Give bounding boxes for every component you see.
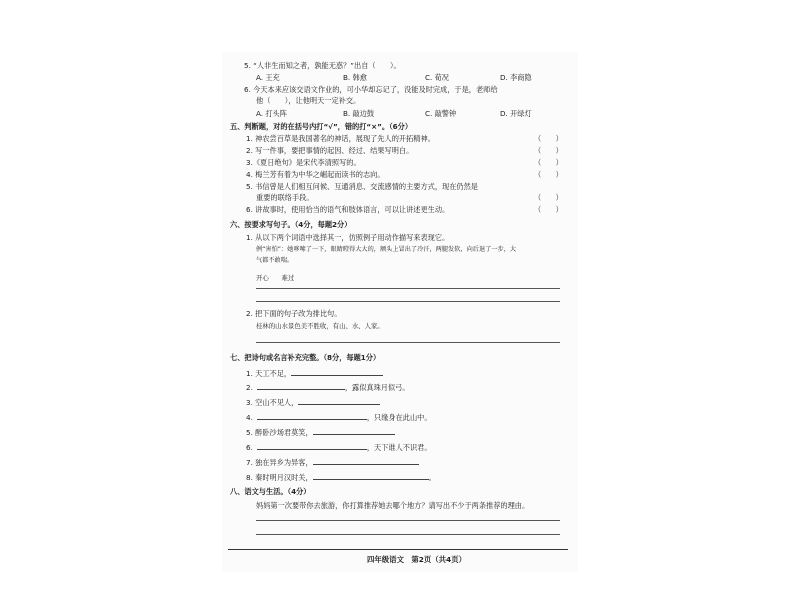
poem-item-1 xyxy=(246,368,383,378)
q6-option-c: C. 敲警钟 xyxy=(425,109,457,118)
section-6-title: 六、按要求写句子。（4分，每题2分） xyxy=(230,220,352,229)
section-6-q2-sentence: 桂林的山水景色美不胜收，有山、水、人家。 xyxy=(256,322,384,330)
section-6-q1-example-cont: 气都不敢喘。 xyxy=(256,257,294,264)
q5-option-a: A. 王充 xyxy=(256,73,280,82)
answer-line[interactable] xyxy=(256,301,560,302)
answer-line[interactable] xyxy=(256,342,560,343)
judge-answer-paren-4[interactable]: （ ） xyxy=(534,170,563,179)
poem-item-4: 4. ，只缘身在此山中。 xyxy=(246,413,432,422)
poem-item-7-text: 7. 独在异乡为异客， xyxy=(246,458,313,467)
poem-blank-3[interactable] xyxy=(298,397,380,405)
judge-item-5: 5. 书信曾是人们相互问候、互通消息、交流感情的主要方式，现在仍然是 xyxy=(246,182,478,191)
answer-line[interactable] xyxy=(256,534,560,535)
judge-answer-paren-3[interactable]: （ ） xyxy=(534,158,563,167)
q5-option-c: C. 荀况 xyxy=(425,73,449,82)
poem-item-8-text: 8. 秦时明月汉时关， xyxy=(246,473,313,482)
section-8-prompt: 妈妈第一次要带你去旅游，你打算推荐她去哪个地方？请写出不少于两条推荐的理由。 xyxy=(256,501,530,510)
judge-answer-paren-6[interactable]: （ ） xyxy=(534,205,563,214)
judge-answer-paren-5[interactable]: （ ） xyxy=(534,193,563,202)
poem-item-4-text: 4. xyxy=(246,413,253,422)
poem-blank-1[interactable] xyxy=(291,368,383,376)
judge-item-6: 6. 讲故事时，使用恰当的语气和肢体语言，可以让讲述更生动。 xyxy=(246,205,450,214)
exam-page xyxy=(222,52,578,572)
judge-answer-paren-2[interactable]: （ ） xyxy=(534,146,563,155)
section-8-title: 八、语文与生活。（4分） xyxy=(230,487,311,496)
poem-item-6: 6. ，天下谁人不识君。 xyxy=(246,443,432,452)
poem-item-6-text: 6. xyxy=(246,443,253,452)
footer-divider xyxy=(228,549,568,550)
poem-item-5-text: 5. 醉卧沙场君莫笑， xyxy=(246,428,313,437)
judge-item-2: 2. 写一件事，要把事情的起因、经过、结果写明白。 xyxy=(246,146,414,155)
poem-item-7 xyxy=(246,457,419,467)
q6-option-d: D. 开绿灯 xyxy=(500,109,532,118)
q6-option-a: A. 打头阵 xyxy=(256,109,287,118)
q5-option-d: D. 李商隐 xyxy=(500,73,532,82)
question-5-stem: 5. “人非生而知之者，孰能无惑？”出自（ ）。 xyxy=(244,61,401,70)
judge-item-5-continued: 重要的联络手段。 xyxy=(256,193,314,202)
section-6-q1-word-choices: 开心 难过 xyxy=(256,274,295,282)
poem-item-8: 8. 秦时明月汉时关， 。 xyxy=(246,473,436,482)
poem-item-2-text: 2. xyxy=(246,383,253,392)
q6-option-b: B. 敲边鼓 xyxy=(343,109,375,118)
section-7-title: 七、把诗句或名言补充完整。（8分，每题1分） xyxy=(230,353,381,362)
poem-item-2: 2. ，露似真珠月似弓。 xyxy=(246,383,410,392)
poem-blank-2[interactable] xyxy=(257,382,345,390)
q5-option-b: B. 韩愈 xyxy=(343,73,367,82)
poem-blank-4[interactable] xyxy=(257,412,367,420)
answer-line[interactable] xyxy=(256,288,560,289)
page-footer: 四年级语文 第2页（共4页） xyxy=(367,555,466,564)
section-6-q1-line1: 1. 从以下两个词语中选择其一，仿照例子用动作描写来表现它。 xyxy=(246,233,450,242)
judge-item-3: 3.《夏日绝句》是宋代李清照写的。 xyxy=(246,158,361,167)
poem-item-3 xyxy=(246,397,380,407)
poem-blank-5[interactable] xyxy=(313,427,395,435)
answer-line[interactable] xyxy=(256,520,560,521)
poem-blank-7[interactable] xyxy=(313,457,419,465)
question-6-stem-line2: 他（ ），让他明天一定补交。 xyxy=(256,96,361,105)
poem-blank-6[interactable] xyxy=(257,442,367,450)
poem-blank-8[interactable] xyxy=(313,472,429,480)
poem-item-5 xyxy=(246,427,395,437)
judge-answer-paren-1[interactable]: （ ） xyxy=(534,134,563,143)
section-5-title: 五、判断题，对的在括号内打“√”，错的打“×”。（6分） xyxy=(230,122,413,131)
judge-item-1: 1. 神农尝百草是我国著名的神话，展现了先人的开拓精神。 xyxy=(246,134,435,143)
judge-item-4: 4. 梅兰芳有着为中华之崛起而读书的志向。 xyxy=(246,170,385,179)
poem-item-3-text: 3. 空山不见人， xyxy=(246,398,299,407)
section-6-q1-example: 例“害怕”：她哆嗦了一下，眼睛瞪得大大的，额头上冒出了冷汗，两腿发软，向后退了一步，大 xyxy=(256,246,517,253)
question-6-stem-line1: 6. 今天本来应该交语文作业的，可小华却忘记了，没能及时完成，于是，老师给 xyxy=(244,85,498,94)
poem-item-1-text: 1. 天工不足， xyxy=(246,369,292,378)
section-6-q2-line1: 2. 把下面的句子改为排比句。 xyxy=(246,309,342,318)
